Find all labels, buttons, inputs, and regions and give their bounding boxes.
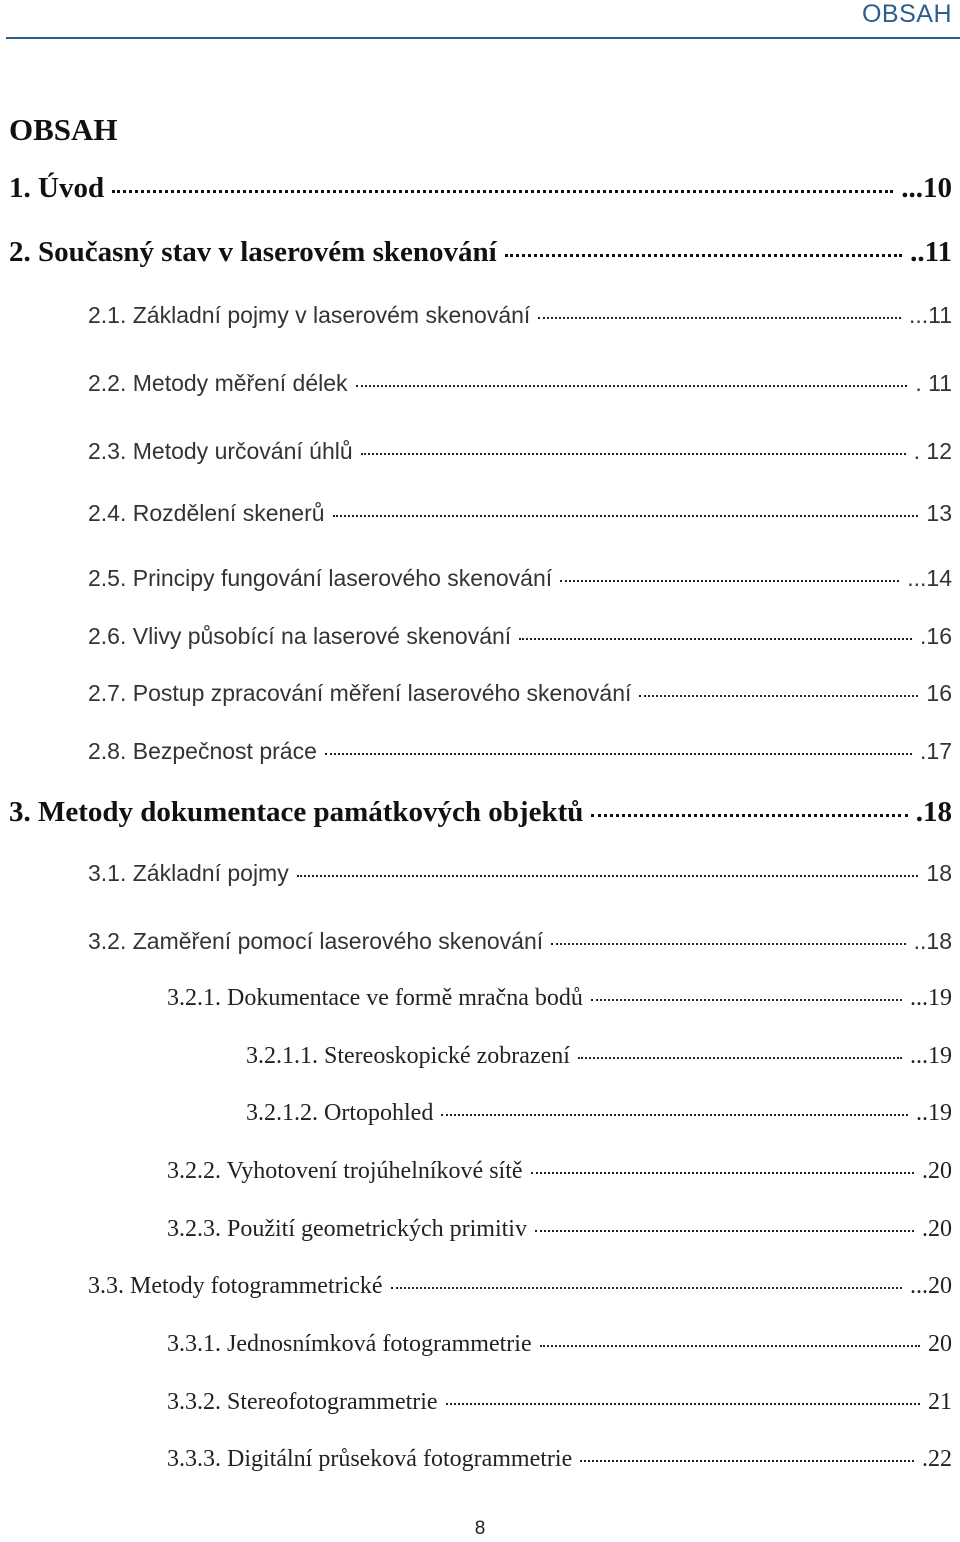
toc-entry[interactable] (88, 623, 952, 650)
toc-entry[interactable] (167, 1158, 952, 1185)
toc-entry-label: 3.2. Zaměření pomocí laserového skenování (88, 928, 544, 954)
toc-entry[interactable] (88, 500, 952, 527)
dot-leader (356, 385, 908, 387)
toc-entry-page: 21 (928, 1389, 952, 1415)
toc-entry-page: ..18 (913, 928, 952, 954)
toc-entry-page: .18 (915, 796, 952, 828)
toc-entry-label: 3.1. Základní pojmy (88, 860, 289, 886)
toc-entry[interactable] (9, 796, 952, 829)
toc-entry-label: 2.7. Postup zpracování měření laserového skenování (88, 680, 632, 706)
dot-leader (580, 1460, 914, 1462)
dot-leader (333, 515, 919, 517)
toc-entry[interactable] (88, 680, 952, 707)
toc-entry[interactable] (9, 236, 952, 269)
toc-entry-label: 2.2. Metody měření délek (88, 370, 348, 396)
dot-leader (391, 1287, 902, 1289)
toc-entry-page: .20 (922, 1158, 952, 1184)
toc-entry-page: .16 (920, 623, 952, 649)
toc-entry[interactable] (88, 302, 952, 329)
toc-entry-label: 3. Metody dokumentace památkových objektů (9, 796, 584, 828)
toc-entry-page: . 11 (915, 370, 952, 396)
toc-entry-label: 2.6. Vlivy působící na laserové skenování (88, 623, 512, 649)
toc-entry-label: 3.2.1.2. Ortopohled (246, 1100, 434, 1126)
toc-entry[interactable] (88, 1273, 952, 1300)
toc-entry[interactable] (167, 985, 952, 1012)
toc-entry-page: .17 (920, 738, 952, 764)
dot-leader (639, 695, 918, 697)
toc-entry[interactable] (167, 1446, 952, 1473)
toc-entry-page: 20 (928, 1331, 952, 1357)
toc-entry-page: .20 (922, 1216, 952, 1242)
dot-leader (540, 1345, 920, 1347)
dot-leader (578, 1057, 902, 1059)
toc-entry[interactable] (246, 1100, 952, 1127)
toc-entry-label: 3.3.3. Digitální průseková fotogrammetrie (167, 1446, 573, 1472)
dot-leader (538, 317, 901, 319)
toc-entry[interactable] (88, 738, 952, 765)
dot-leader (446, 1403, 920, 1405)
toc-entry-label: 2.3. Metody určování úhlů (88, 438, 353, 464)
toc-entry-label: 3.3.1. Jednosnímková fotogrammetrie (167, 1331, 532, 1357)
dot-leader (560, 580, 899, 582)
toc-entry-page: ..11 (910, 236, 952, 268)
toc-entry-label: 1. Úvod (9, 172, 105, 204)
toc-entry[interactable] (167, 1216, 952, 1243)
toc-entry[interactable] (9, 172, 952, 205)
toc-entry-page: .22 (922, 1446, 952, 1472)
toc-entry-page: ..19 (916, 1100, 952, 1126)
dot-leader (441, 1114, 908, 1116)
toc-title: OBSAH (9, 112, 118, 147)
toc-entry[interactable] (167, 1331, 952, 1358)
toc-entry-page: ...11 (908, 302, 952, 328)
toc-entry-page: . 12 (913, 438, 952, 464)
toc-entry-page: 18 (926, 860, 952, 886)
toc-entry-label: 2. Současný stav v laserovém skenování (9, 236, 497, 268)
toc-entry[interactable] (88, 860, 952, 887)
toc-entry-label: 2.1. Základní pojmy v laserovém skenování (88, 302, 531, 328)
running-header: OBSAH (861, 0, 952, 28)
dot-leader (361, 453, 906, 455)
dot-leader (531, 1172, 914, 1174)
toc-entry-page: 16 (926, 680, 952, 706)
dot-leader (505, 254, 902, 257)
toc-entry-label: 3.3. Metody fotogrammetrické (88, 1273, 383, 1299)
dot-leader (519, 638, 912, 640)
dot-leader (535, 1230, 914, 1232)
toc-entry-label: 3.2.2. Vyhotovení trojúhelníkové sítě (167, 1158, 523, 1184)
toc-entry-label: 2.4. Rozdělení skenerů (88, 500, 325, 526)
dot-leader (591, 999, 902, 1001)
toc-entry-page: ...14 (907, 565, 952, 591)
toc-entry-page: 13 (926, 500, 952, 526)
toc-entry-page: ...10 (901, 172, 952, 204)
toc-entry-label: 3.2.3. Použití geometrických primitiv (167, 1216, 527, 1242)
toc-entry-label: 2.5. Principy fungování laserového skenování (88, 565, 553, 591)
dot-leader (112, 190, 893, 193)
dot-leader (591, 814, 907, 817)
toc-entry-page: ...19 (910, 1043, 952, 1069)
header-rule (6, 37, 960, 39)
toc-entry[interactable] (88, 565, 952, 592)
toc-entry-label: 3.3.2. Stereofotogrammetrie (167, 1389, 438, 1415)
toc-entry-label: 3.2.1. Dokumentace ve formě mračna bodů (167, 985, 583, 1011)
dot-leader (325, 753, 912, 755)
page-number: 8 (474, 1518, 486, 1539)
toc-entry[interactable] (88, 928, 952, 955)
toc-entry[interactable] (88, 438, 952, 465)
toc-entry-label: 3.2.1.1. Stereoskopické zobrazení (246, 1043, 570, 1069)
toc-entry[interactable] (88, 370, 952, 397)
toc-entry[interactable] (167, 1389, 952, 1416)
dot-leader (551, 943, 905, 945)
dot-leader (297, 875, 919, 877)
toc-entry-label: 2.8. Bezpečnost práce (88, 738, 317, 764)
toc-entry-page: ...20 (910, 1273, 952, 1299)
toc-entry[interactable] (246, 1043, 952, 1070)
toc-entry-page: ...19 (910, 985, 952, 1011)
